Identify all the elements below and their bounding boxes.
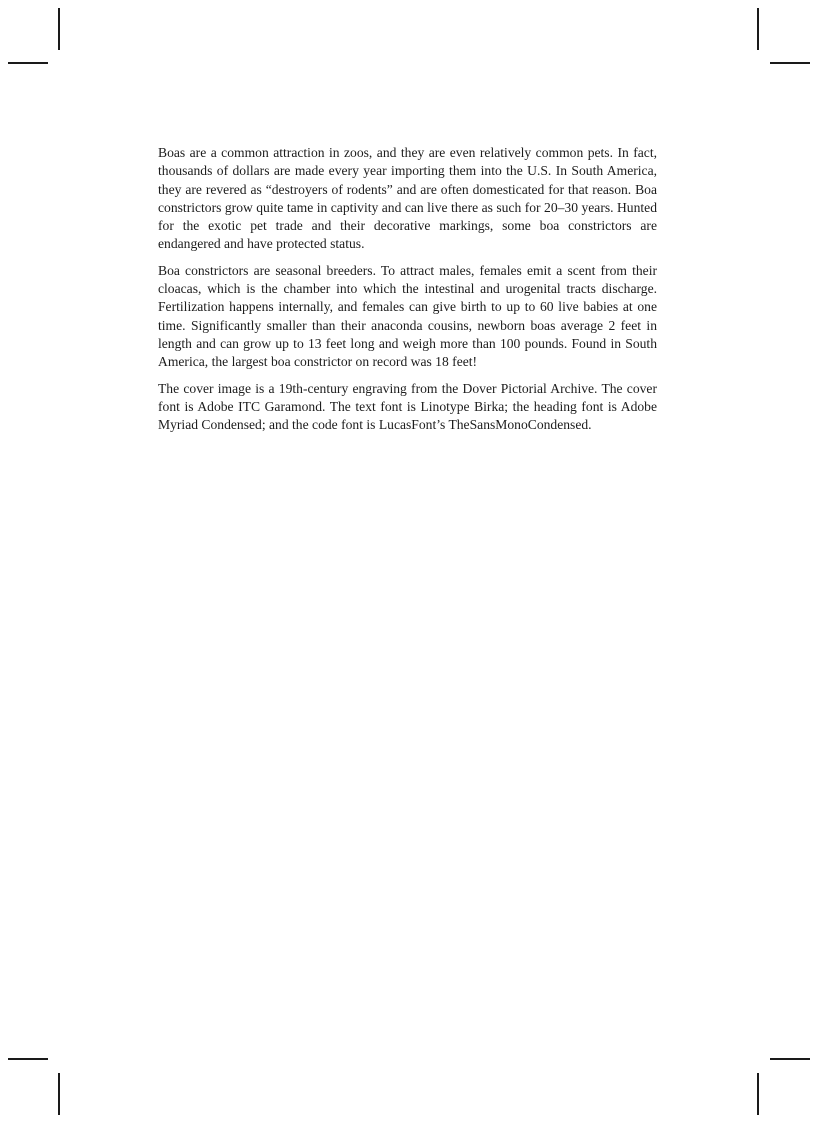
crop-mark-top-left-vertical: [58, 8, 60, 50]
crop-mark-bottom-left-vertical: [58, 1073, 60, 1115]
paragraph-cover-fonts: The cover image is a 19th-century engraving from the Dover Pictorial Archive. The cover font is Adobe ITC Garamond. The text font is Linotype Birka; the heading font is Adobe Myriad Condensed; and the code font is LucasFont’s TheSansMonoCondensed.: [158, 380, 657, 433]
crop-mark-bottom-right-horizontal: [770, 1058, 810, 1060]
crop-mark-top-left-horizontal: [8, 62, 48, 64]
crop-mark-top-right-horizontal: [770, 62, 810, 64]
colophon-text: [158, 144, 657, 442]
crop-mark-bottom-right-vertical: [757, 1073, 759, 1115]
crop-mark-bottom-left-horizontal: [8, 1058, 48, 1060]
paragraph-boa-breeding: Boa constrictors are seasonal breeders. To attract males, females emit a scent from their cloacas, which is the chamber into which the intestinal and urogenital tracts discharge. Fertilization happens internally, and females can give birth to up to 60 live babies at one time. Significantly smaller than their anaconda cousins, newborn boas average 2 feet in length and can grow up to 13 feet long and weigh more than 100 pounds. Found in South America, the largest boa constrictor on record was 18 feet!: [158, 262, 657, 370]
crop-mark-top-right-vertical: [757, 8, 759, 50]
paragraph-boas-zoos-pets: Boas are a common attraction in zoos, and they are even relatively common pets. In fact, thousands of dollars are made every year importing them into the U.S. In South America, they are revered as “destroyers of rodents” and are often domesticated for that reason. Boa constrictors grow quite tame in captivity and can live there as such for 20–30 years. Hunted for the exotic pet trade and their decorative markings, some boa constrictors are endangered and have protected status.: [158, 145, 657, 252]
